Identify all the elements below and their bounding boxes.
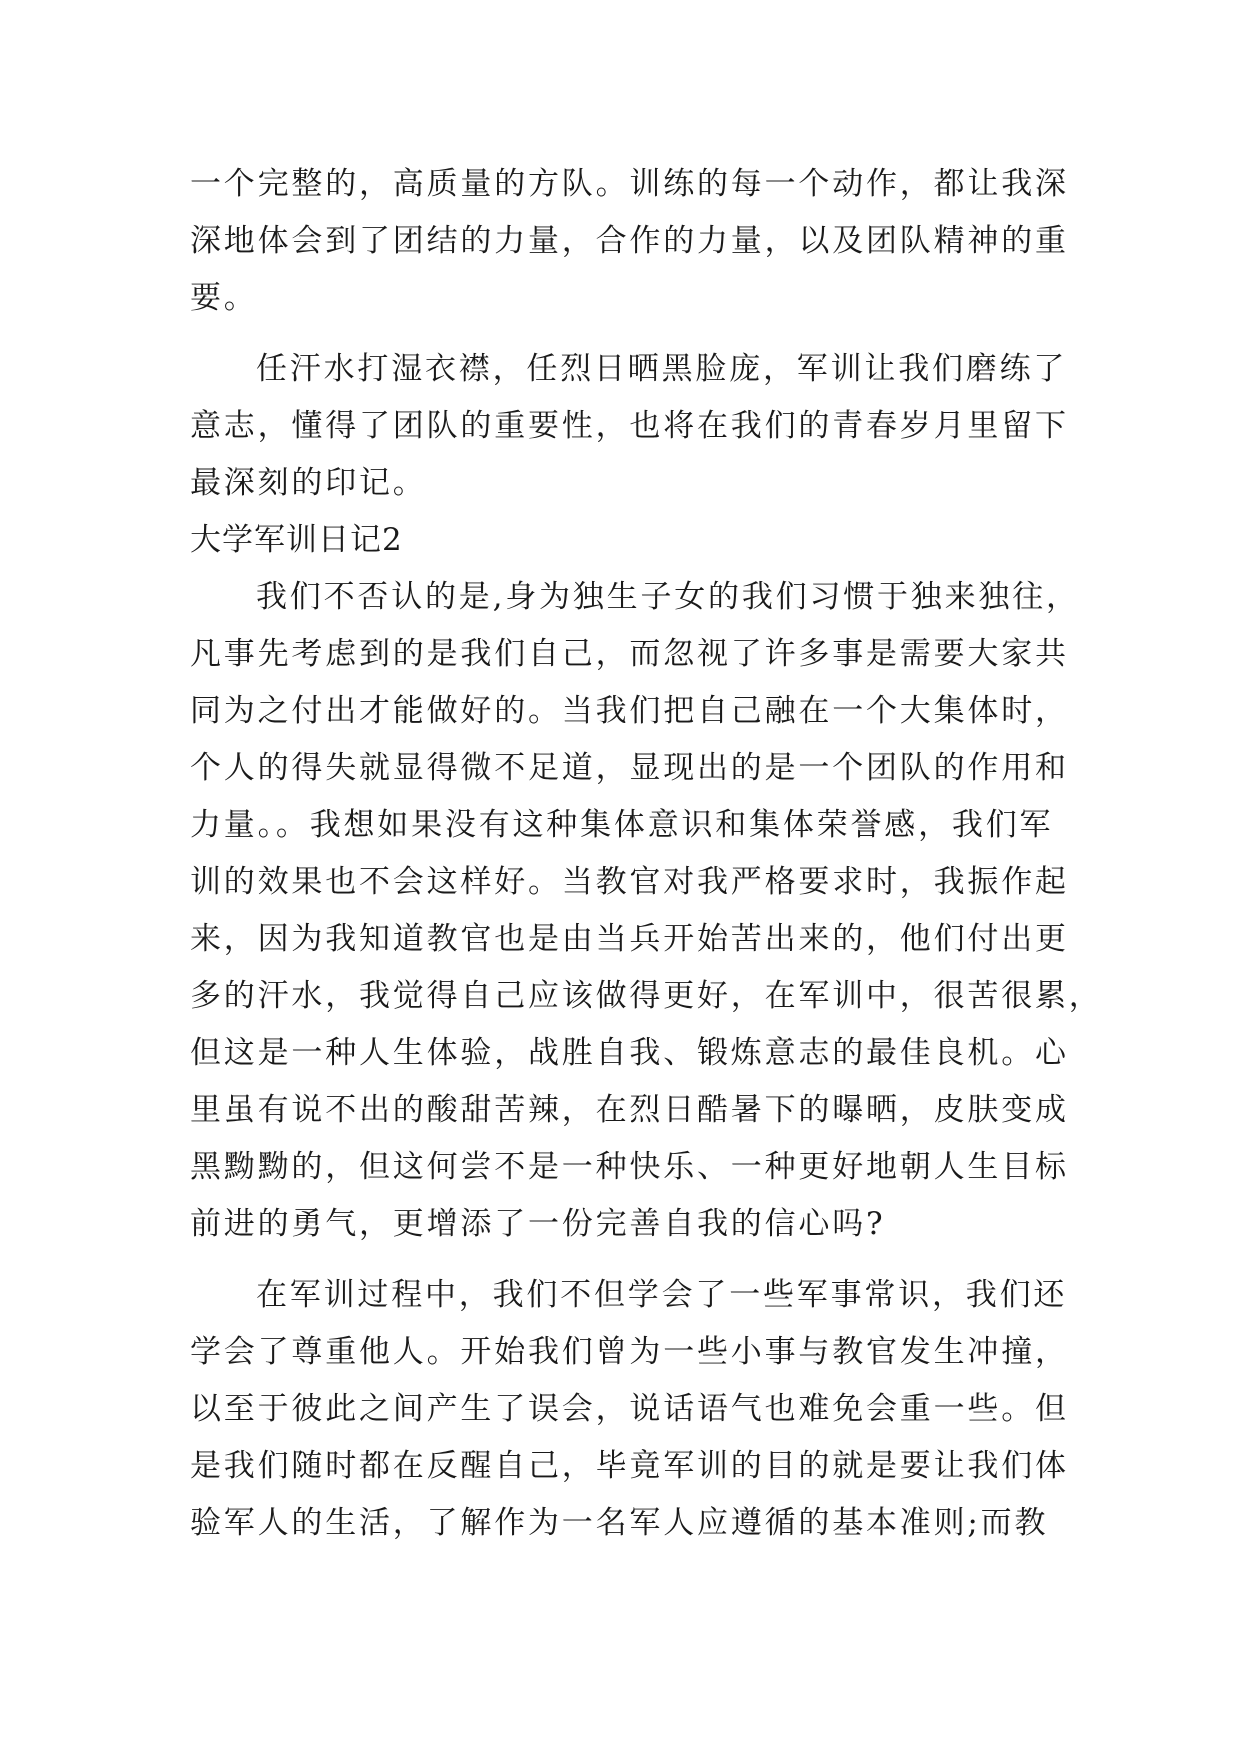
- paragraph-gap: [190, 327, 1060, 341]
- text-line: 黑黝黝的，但这何尝不是一种快乐、一种更好地朝人生目标: [190, 1149, 1069, 1185]
- text-line: 多的汗水，我觉得自己应该做得更好，在军训中，很苦很累，: [190, 978, 1103, 1014]
- text-line: 深地体会到了团结的力量，合作的力量，以及团队精神的重: [190, 223, 1069, 259]
- document-body: [190, 156, 1103, 1552]
- text-line: 验军人的生活，了解作为一名军人应遵循的基本准则;而教: [190, 1505, 1049, 1541]
- text-line: 来，因为我知道教官也是由当兵开始苦出来的，他们付出更: [190, 921, 1069, 957]
- paragraph-1: [190, 156, 1069, 327]
- text-line: 意志，懂得了团队的重要性，也将在我们的青春岁月里留下: [190, 408, 1069, 444]
- text-line: 我们不否认的是,身为独生子女的我们习惯于独来独往，: [256, 579, 1080, 615]
- paragraph-gap: [190, 1253, 1060, 1267]
- section-heading: 大学军训日记2: [190, 522, 403, 558]
- text-line: 凡事先考虑到的是我们自己，而忽视了许多事是需要大家共: [190, 636, 1069, 672]
- text-line: 个人的得失就显得微不足道，显现出的是一个团队的作用和: [190, 750, 1069, 786]
- text-line: 前进的勇气，更增添了一份完善自我的信心吗?: [190, 1206, 886, 1242]
- text-line: 训的效果也不会这样好。当教官对我严格要求时，我振作起: [190, 864, 1069, 900]
- text-line: 同为之付出才能做好的。当我们把自己融在一个大集体时，: [190, 693, 1069, 729]
- paragraph-2: [190, 341, 1069, 512]
- paragraph-3: [190, 569, 1103, 1253]
- text-line: 要。: [190, 280, 258, 316]
- text-line: 力量。。我想如果没有这种集体意识和集体荣誉感，我们军: [190, 807, 1054, 843]
- text-line: 任汗水打湿衣襟，任烈日晒黑脸庞，军训让我们磨练了: [256, 351, 1068, 387]
- text-line: 一个完整的，高质量的方队。训练的每一个动作，都让我深: [190, 166, 1069, 202]
- text-line: 学会了尊重他人。开始我们曾为一些小事与教官发生冲撞，: [190, 1334, 1069, 1370]
- text-line: 但这是一种人生体验，战胜自我、锻炼意志的最佳良机。心: [190, 1035, 1069, 1071]
- text-line: 最深刻的印记。: [190, 465, 427, 501]
- text-line: 是我们随时都在反醒自己，毕竟军训的目的就是要让我们体: [190, 1448, 1069, 1484]
- paragraph-4: [190, 1267, 1069, 1552]
- text-line: 里虽有说不出的酸甜苦辣，在烈日酷暑下的曝晒，皮肤变成: [190, 1092, 1069, 1128]
- text-line: 在军训过程中，我们不但学会了一些军事常识，我们还: [256, 1277, 1068, 1313]
- text-line: 以至于彼此之间产生了误会，说话语气也难免会重一些。但: [190, 1391, 1069, 1427]
